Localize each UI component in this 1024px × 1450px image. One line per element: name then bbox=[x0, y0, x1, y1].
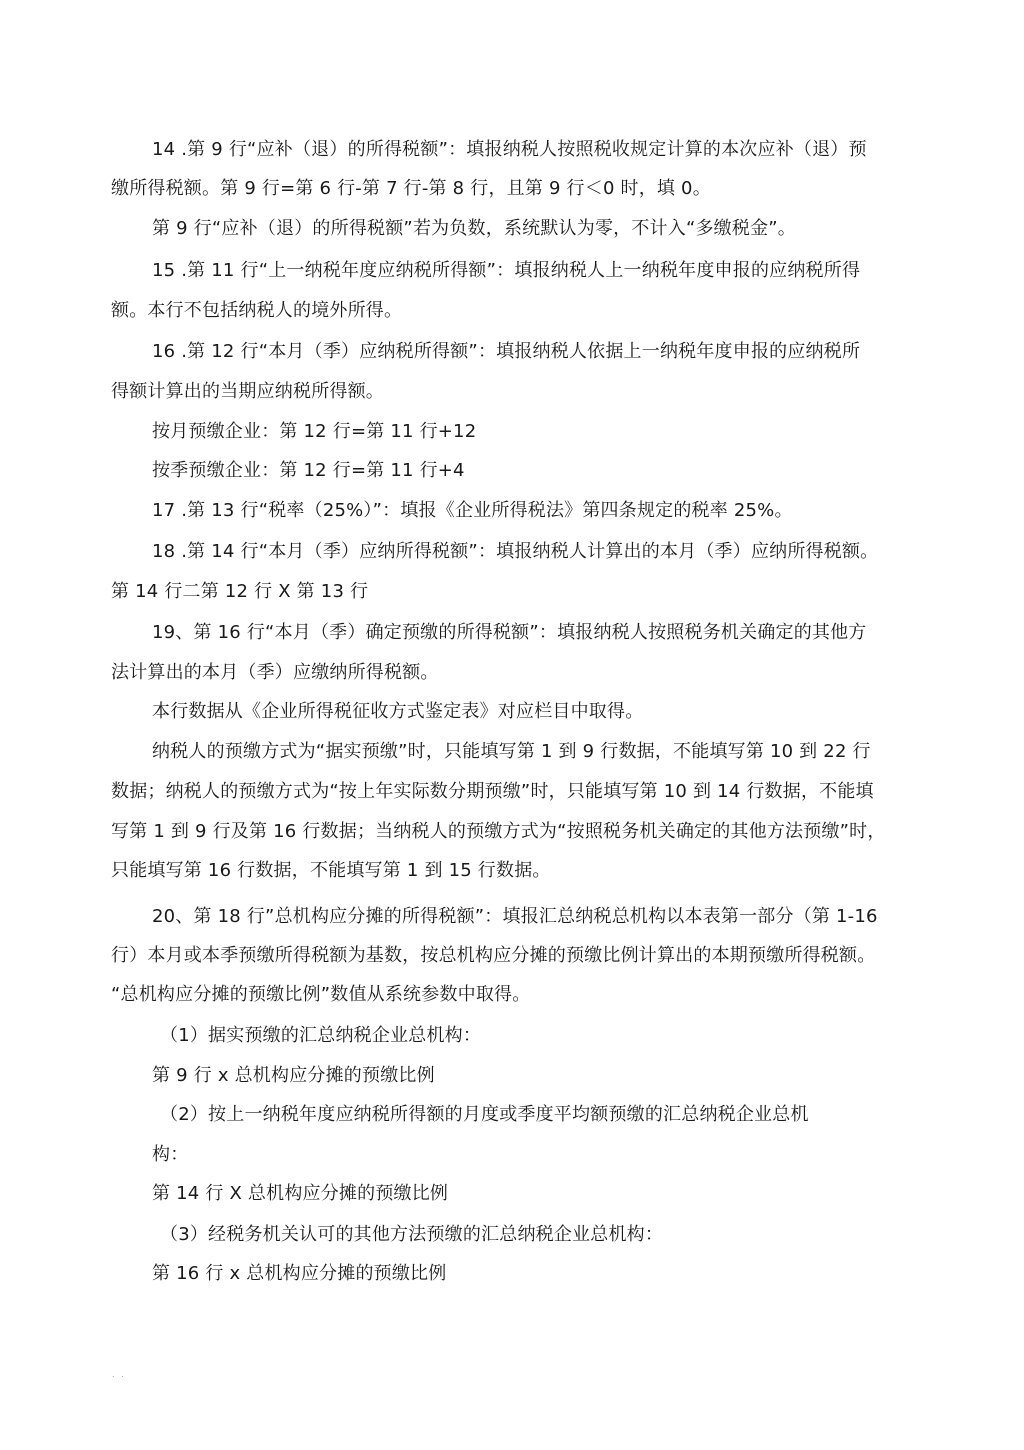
paragraph-line: 行）本月或本季预缴所得税额为基数，按总机构应分摊的预缴比例计算出的本期预缴所得税额。 bbox=[111, 945, 876, 966]
paragraph-line: （3）经税务机关认可的其他方法预缴的汇总纳税企业总机构： bbox=[160, 1224, 664, 1245]
paragraph-line: 第 14 行 X 总机构应分摊的预缴比例 bbox=[152, 1183, 449, 1204]
paragraph-line: 第 14 行二第 12 行 X 第 13 行 bbox=[111, 581, 369, 602]
paragraph-line: 缴所得税额。第 9 行=第 6 行-第 7 行-第 8 行，且第 9 行＜0 时，填 0。 bbox=[111, 178, 711, 199]
paragraph-line: 法计算出的本月（季）应缴纳所得税额。 bbox=[111, 662, 439, 683]
paragraph-line: 16 .第 12 行“本月（季）应纳税所得额”：填报纳税人依据上一纳税年度申报的应纳税所 bbox=[152, 341, 861, 362]
paragraph-line: 18 .第 14 行“本月（季）应纳所得税额”：填报纳税人计算出的本月（季）应纳所得税额。 bbox=[152, 541, 879, 562]
paragraph-line: 额。本行不包括纳税人的境外所得。 bbox=[111, 300, 403, 321]
paragraph-line: “总机构应分摊的预缴比例”数值从系统参数中取得。 bbox=[111, 984, 531, 1005]
paragraph-line: 数据；纳税人的预缴方式为“按上年实际数分期预缴”时，只能填写第 10 到 14 行数据，不能填 bbox=[111, 781, 874, 802]
paragraph-line: 只能填写第 16 行数据，不能填写第 1 到 15 行数据。 bbox=[111, 860, 551, 881]
paragraph-line: 写第 1 到 9 行及第 16 行数据；当纳税人的预缴方式为“按照税务机关确定的其他方法预缴”时， bbox=[111, 821, 886, 842]
paragraph-line: 按月预缴企业：第 12 行=第 11 行+12 bbox=[152, 421, 477, 442]
paragraph-line: 19、第 16 行“本月（季）确定预缴的所得税额”：填报纳税人按照税务机关确定的其他方 bbox=[152, 622, 867, 643]
paragraph-line: 20、第 18 行”总机构应分摊的所得税额”：填报汇总纳税总机构以本表第一部分（第 1-16 bbox=[152, 906, 878, 927]
paragraph-line: 17 .第 13 行“税率（25%）”：填报《企业所得税法》第四条规定的税率 25%。 bbox=[152, 500, 793, 521]
paragraph-line: 构： bbox=[152, 1144, 189, 1165]
paragraph-line: 得额计算出的当期应纳税所得额。 bbox=[111, 381, 384, 402]
paragraph-line: 14 .第 9 行“应补（退）的所得税额”：填报纳税人按照税收规定计算的本次应补（退）预 bbox=[152, 139, 867, 160]
paragraph-line: 纳税人的预缴方式为“据实预缴”时，只能填写第 1 到 9 行数据，不能填写第 10 到 22 行 bbox=[152, 741, 871, 762]
paragraph-line: 第 9 行“应补（退）的所得税额”若为负数，系统默认为零，不计入“多缴税金”。 bbox=[152, 218, 796, 239]
paragraph-line: 15 .第 11 行“上一纳税年度应纳税所得额”：填报纳税人上一纳税年度申报的应纳税所得 bbox=[152, 260, 861, 281]
paragraph-line: 按季预缴企业：第 12 行=第 11 行+4 bbox=[152, 460, 465, 481]
paragraph-line: （1）据实预缴的汇总纳税企业总机构： bbox=[160, 1025, 482, 1046]
paragraph-line: 第 16 行 x 总机构应分摊的预缴比例 bbox=[152, 1263, 447, 1284]
paragraph-line: 本行数据从《企业所得税征收方式鉴定表》对应栏目中取得。 bbox=[152, 701, 644, 722]
paragraph-line: （2）按上一纳税年度应纳税所得额的月度或季度平均额预缴的汇总纳税企业总机 bbox=[160, 1104, 809, 1125]
paragraph-line: 第 9 行 x 总机构应分摊的预缴比例 bbox=[152, 1065, 435, 1086]
footer-mark: . . bbox=[112, 1370, 126, 1379]
